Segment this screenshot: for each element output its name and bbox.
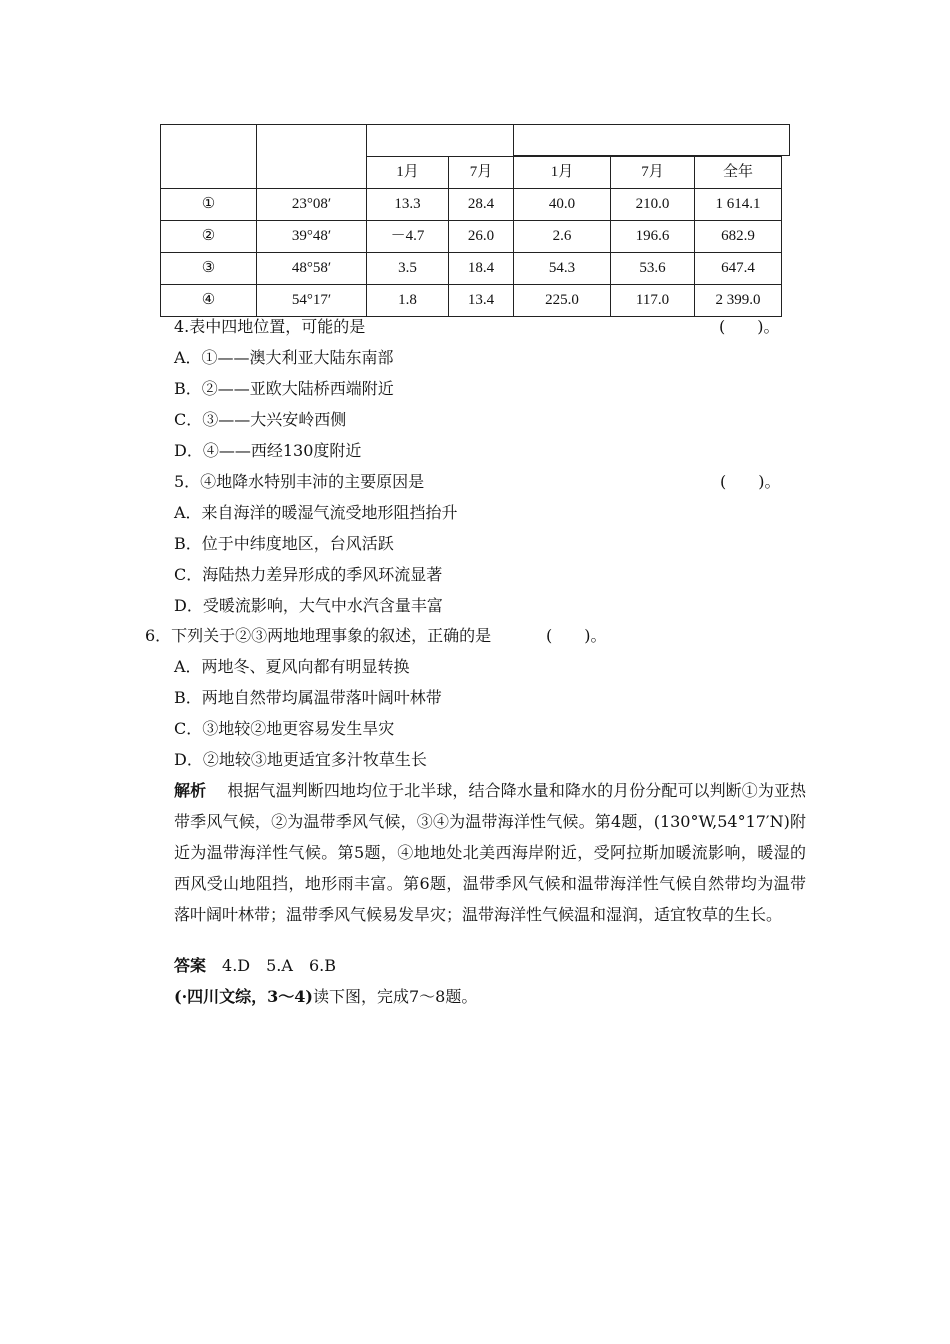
- question-5-option-c: C．海陆热力差异形成的季风环流显著: [174, 565, 443, 584]
- next-text: 读下图，完成7～8题。: [312, 987, 478, 1006]
- question-6-stem: 6．下列关于②③两地地理事象的叙述，正确的是: [145, 626, 492, 645]
- subheader-jul-precip: 7月: [611, 157, 695, 189]
- temp-jan: 1.8: [367, 285, 449, 317]
- table-row: [161, 285, 782, 317]
- header-temp-group: [367, 125, 514, 157]
- precip-jan: 225.0: [514, 285, 611, 317]
- table-row: [161, 189, 782, 221]
- precip-jan: 2.6: [514, 221, 611, 253]
- question-4-option-d: D．④——西经130度附近: [174, 441, 362, 460]
- question-4-option-c: C．③——大兴安岭西侧: [174, 410, 347, 429]
- temp-jan: 3.5: [367, 253, 449, 285]
- header-blank-2: [257, 125, 367, 189]
- precip-jul: 196.6: [611, 221, 695, 253]
- temp-jul: 26.0: [449, 221, 514, 253]
- latitude: 48°58′: [257, 253, 367, 285]
- question-4-option-a: A．①——澳大利亚大陆东南部: [174, 348, 394, 367]
- question-5-answer-bracket: ( )。: [720, 472, 781, 491]
- question-5-option-b: B．位于中纬度地区，台风活跃: [174, 534, 394, 553]
- temp-jan: －4.7: [367, 221, 449, 253]
- subheader-year-precip: 全年: [695, 157, 782, 189]
- answer-label: 答案: [174, 956, 207, 975]
- analysis-text: 根据气温判断四地均位于北半球，结合降水量和降水的月份分配可以判断①为亚热带季风气候，②为温带季风气候，③④为温带海洋性气候。第4题，(130°W,54°17′N)附近为温带海洋性气候。第5题，④地地处北美西海岸附近，受阿拉斯加暖流影响，暖湿的西风受山地阻挡，地形雨丰富。第6题，温带季风气候和温带海洋性气候自然带均为温带落叶阔叶林带；温带季风气候易发旱灾；温带海洋性气候温和湿润，适宜牧草的生长。: [174, 781, 806, 924]
- subheader-jan-precip: 1月: [514, 157, 611, 189]
- precip-header-box: [513, 124, 790, 156]
- latitude: 23°08′: [257, 189, 367, 221]
- question-6-option-c: C．③地较②地更容易发生旱灾: [174, 719, 395, 738]
- question-4-option-b: B．②——亚欧大陆桥西端附近: [174, 379, 394, 398]
- precip-jul: 117.0: [611, 285, 695, 317]
- site-id: ③: [161, 253, 257, 285]
- precip-year: 647.4: [695, 253, 782, 285]
- subheader-jan-temp: 1月: [367, 157, 449, 189]
- question-5-option-d: D．受暖流影响，大气中水汽含量丰富: [174, 596, 443, 615]
- temp-jul: 28.4: [449, 189, 514, 221]
- latitude: 54°17′: [257, 285, 367, 317]
- question-6-option-a: A．两地冬、夏风向都有明显转换: [174, 657, 410, 676]
- answer-text: 4.D 5.A 6.B: [222, 956, 336, 975]
- precip-jul: 53.6: [611, 253, 695, 285]
- temp-jul: 18.4: [449, 253, 514, 285]
- latitude: 39°48′: [257, 221, 367, 253]
- temp-jan: 13.3: [367, 189, 449, 221]
- question-6-option-d: D．②地较③地更适宜多汁牧草生长: [174, 750, 427, 769]
- question-6-answer-bracket: ( )。: [546, 626, 607, 645]
- site-id: ④: [161, 285, 257, 317]
- precip-jan: 54.3: [514, 253, 611, 285]
- subheader-jul-temp: 7月: [449, 157, 514, 189]
- table-row: [161, 253, 782, 285]
- precip-year: 682.9: [695, 221, 782, 253]
- analysis-label: 解析: [174, 781, 207, 800]
- site-id: ②: [161, 221, 257, 253]
- header-blank-1: [161, 125, 257, 189]
- precip-year: 2 399.0: [695, 285, 782, 317]
- question-4-stem: 4.表中四地位置，可能的是: [174, 317, 366, 336]
- table-row: [161, 221, 782, 253]
- next-source: (·四川文综，3～4): [174, 987, 313, 1006]
- question-5-option-a: A．来自海洋的暖湿气流受地形阻挡抬升: [174, 503, 458, 522]
- question-5-stem: 5．④地降水特别丰沛的主要原因是: [174, 472, 425, 491]
- precip-jul: 210.0: [611, 189, 695, 221]
- site-id: ①: [161, 189, 257, 221]
- answer-line: [174, 956, 336, 976]
- temp-jul: 13.4: [449, 285, 514, 317]
- question-4-answer-bracket: ( )。: [719, 317, 780, 336]
- precip-year: 1 614.1: [695, 189, 782, 221]
- analysis-paragraph: [174, 775, 806, 930]
- next-question-intro: [174, 987, 477, 1007]
- precip-jan: 40.0: [514, 189, 611, 221]
- question-6-option-b: B．两地自然带均属温带落叶阔叶林带: [174, 688, 442, 707]
